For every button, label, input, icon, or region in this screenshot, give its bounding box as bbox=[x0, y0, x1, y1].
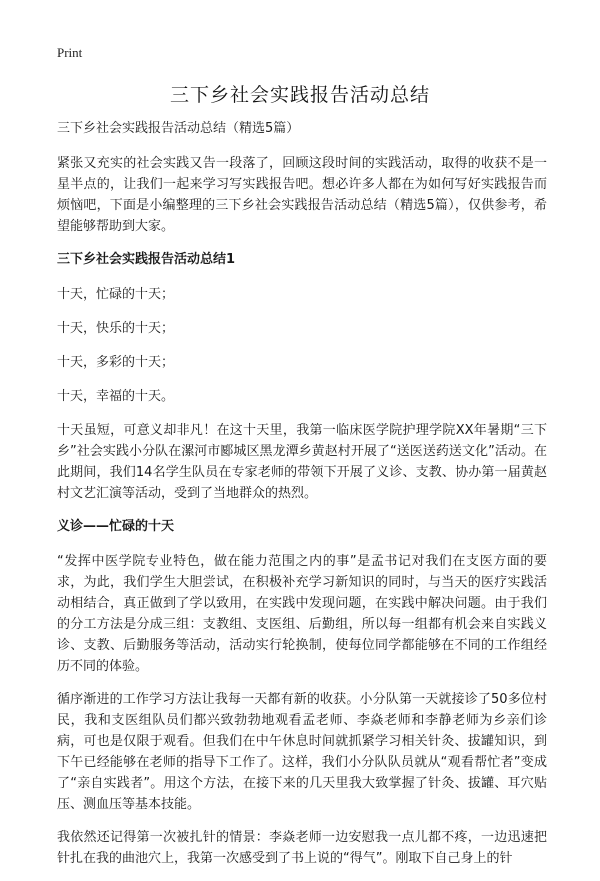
verse-line-4: 十天，幸福的十天。 bbox=[57, 389, 175, 404]
print-link[interactable]: Print bbox=[57, 45, 83, 60]
verse-line-2: 十天，快乐的十天； bbox=[57, 321, 175, 336]
section-heading-1: 三下乡社会实践报告活动总结1 bbox=[57, 252, 236, 267]
body-paragraph-2: “发挥中医学院专业特色，做在能力范围之内的事”是孟书记对我们在支医方面的要求，为此，我们学生大胆尝试，在积极补充学习新知识的同时，与当天的医疗实践活动相结合，真正做到了学以致用，在实践中发现问题，在实践中解决问题。由于我们的分工方法是分成三组：支教组、支医组、后勤组，所以每一组都有机会来自实践义诊、支教、后勤服务等活动，活动实行轮换制，使每位同学都能够在不同的工作组经历不同的体验。 bbox=[57, 554, 547, 674]
verse-line-1: 十天，忙碌的十天； bbox=[57, 287, 175, 302]
article-subtitle: 三下乡社会实践报告活动总结（精选5篇） bbox=[57, 121, 300, 136]
intro-paragraph: 紧张又充实的社会实践又告一段落了，回顾这段时间的实践活动，取得的收获不是一星半点的，让我们一起来学习写实践报告吧。想必许多人都在为如何写好实践报告而烦恼吧，下面是小编整理的三下乡社会实践报告活动总结（精选5篇），仅供参考，希望能够帮助到大家。 bbox=[57, 156, 547, 234]
body-paragraph-4: 我依然还记得第一次被扎针的情景：李焱老师一边安慰我一点儿都不疼，一边迅速把针扎在我的曲池穴上，我第一次感受到了书上说的“得气”。刚取下自己身上的针 bbox=[57, 830, 547, 866]
article-body bbox=[57, 118, 547, 881]
page-title: 三下乡社会实践报告活动总结 bbox=[169, 84, 430, 106]
verse-line-3: 十天，多彩的十天； bbox=[57, 355, 175, 370]
body-paragraph-1: 十天虽短，可意义却非凡！在这十天里，我第一临床医学院护理学院XX年暑期“三下乡”社会实践小分队在漯河市郾城区黑龙潭乡黄赵村开展了“送医送药送文化”活动。在此期间，我们14名学生队员在专家老师的带领下开展了义诊、支教、协办第一届黄赵村文艺汇演等活动，受到了当地群众的热烈。 bbox=[57, 423, 547, 501]
body-paragraph-3: 循序渐进的工作学习方法让我每一天都有新的收获。小分队第一天就接诊了50多位村民，我和支医组队员们都兴致勃勃地观看孟老师、李焱老师和李静老师为乡亲们诊病，可也是仅限于观看。但我们在中午休息时间就抓紧学习相关针灸、拔罐知识，到下午已经能够在老师的指导下工作了。这样，我们小分队队员就从“观看帮忙者”变成了“亲自实践者”。用这个方法，在接下来的几天里我大致掌握了针灸、拔罐、耳穴贴压、测血压等基本技能。 bbox=[57, 692, 547, 812]
section-heading-2: 义诊——忙碌的十天 bbox=[57, 519, 175, 534]
